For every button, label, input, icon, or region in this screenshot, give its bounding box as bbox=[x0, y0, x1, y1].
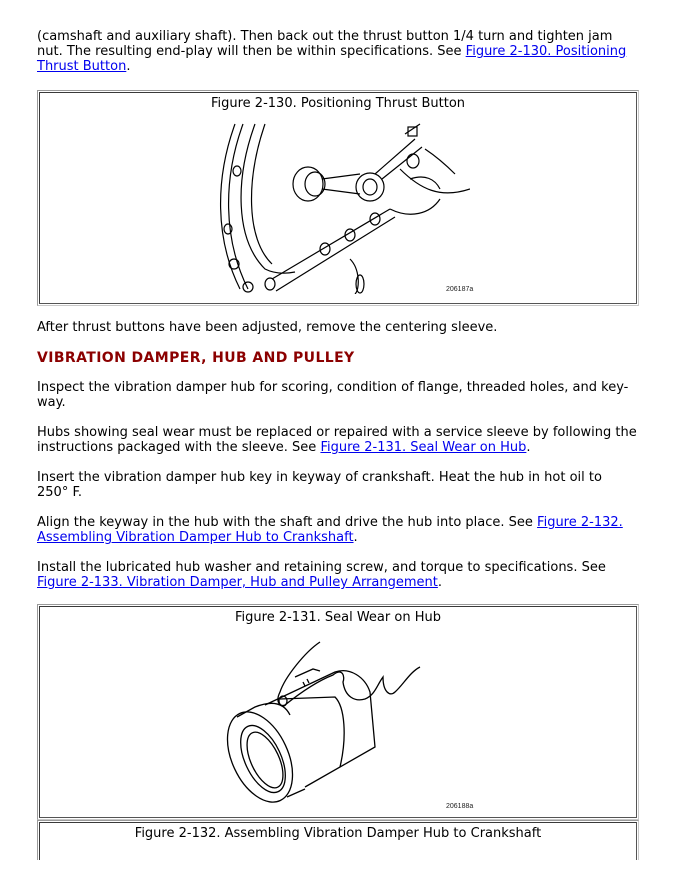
intro-text: (camshaft and auxiliary shaft). Then back out the thrust button 1/4 turn and tighten jam nut. The resulting end-play will then be within specifications. See bbox=[37, 29, 613, 59]
link-figure-2-133[interactable]: Figure 2-133. Vibration Damper, Hub and Pulley Arrangement bbox=[37, 575, 438, 590]
paragraph-suffix: . bbox=[437, 575, 443, 590]
hub-seal-wear-illustration bbox=[225, 637, 465, 817]
figure-title: Figure 2-131. Seal Wear on Hub bbox=[235, 610, 441, 625]
section-heading: VIBRATION DAMPER, HUB AND PULLEY bbox=[37, 350, 355, 366]
paragraph-seal-wear bbox=[37, 425, 637, 455]
paragraph-install-washer bbox=[37, 560, 637, 590]
figure-frame bbox=[39, 822, 637, 860]
link-figure-2-132[interactable]: Figure 2-132. Assembling Vibration Damper Hub to Crankshaft bbox=[37, 515, 623, 545]
figure-2-131 bbox=[37, 604, 639, 820]
intro-paragraph bbox=[37, 29, 637, 74]
figure-frame bbox=[39, 92, 637, 304]
paragraph-text: Align the keyway in the hub with the shaft and drive the hub into place. See bbox=[37, 515, 538, 530]
paragraph-text: Install the lubricated hub washer and retaining screw, and torque to specifications. See bbox=[37, 560, 606, 575]
after-figure-paragraph: After thrust buttons have been adjusted, remove the centering sleeve. bbox=[37, 320, 498, 335]
figure-2-130 bbox=[37, 90, 639, 306]
figure-title: Figure 2-132. Assembling Vibration Damper Hub to Crankshaft bbox=[134, 826, 542, 841]
thrust-button-illustration bbox=[210, 119, 470, 294]
figure-2-132 bbox=[37, 820, 639, 860]
figure-id: 206188a bbox=[446, 803, 474, 810]
link-figure-2-131[interactable]: Figure 2-131. Seal Wear on Hub bbox=[320, 440, 527, 455]
paragraph-text: Hubs showing seal wear must be replaced or repaired with a service sleeve by following the instructions packaged with the sleeve. See bbox=[37, 425, 637, 455]
figure-id: 206187a bbox=[446, 286, 474, 293]
figure-title: Figure 2-130. Positioning Thrust Button bbox=[210, 96, 466, 111]
paragraph-suffix: . bbox=[353, 530, 358, 545]
intro-suffix: . bbox=[126, 59, 131, 74]
link-figure-2-130[interactable]: Figure 2-130. Positioning Thrust Button bbox=[37, 44, 627, 74]
paragraph-insert-key: Insert the vibration damper hub key in keyway of crankshaft. Heat the hub in hot oil to 250° F. bbox=[37, 470, 602, 500]
figure-frame bbox=[39, 606, 637, 818]
paragraph-inspect: Inspect the vibration damper hub for scoring, condition of flange, threaded holes, and key-way. bbox=[37, 380, 629, 410]
paragraph-align-keyway bbox=[37, 515, 637, 545]
paragraph-suffix: . bbox=[526, 440, 531, 455]
